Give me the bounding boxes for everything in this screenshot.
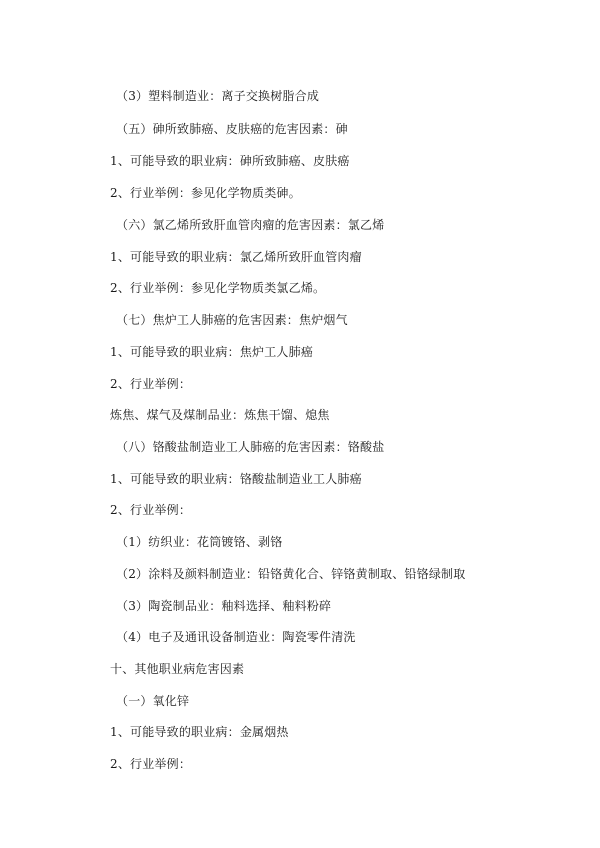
section-heading: （五）砷所致肺癌、皮肤癌的危害因素：砷 xyxy=(116,122,348,136)
text-line: 1、可能导致的职业病：铬酸盐制造业工人肺癌 xyxy=(110,472,362,486)
text-line: 2、行业举例：参见化学物质类氯乙烯。 xyxy=(110,281,326,295)
chapter-heading: 十、其他职业病危害因素 xyxy=(110,662,245,676)
section-heading: （六）氯乙烯所致肝血管肉瘤的危害因素：氯乙烯 xyxy=(116,218,385,232)
text-line: 1、可能导致的职业病：砷所致肺癌、皮肤癌 xyxy=(110,154,350,168)
text-line: 1、可能导致的职业病：金属烟热 xyxy=(110,725,289,739)
text-line: 2、行业举例： xyxy=(110,377,192,391)
text-line: 1、可能导致的职业病：氯乙烯所致肝血管肉瘤 xyxy=(110,250,362,264)
list-item: （4）电子及通讯设备制造业：陶瓷零件清洗 xyxy=(116,630,356,644)
list-item: （1）纺织业：花筒镀铬、剥铬 xyxy=(116,535,283,549)
text-line: （3）塑料制造业：离子交换树脂合成 xyxy=(116,89,320,103)
text-line: 2、行业举例： xyxy=(110,757,192,771)
text-line: 2、行业举例： xyxy=(110,503,192,517)
section-heading: （七）焦炉工人肺癌的危害因素：焦炉烟气 xyxy=(116,313,348,327)
list-item: （3）陶瓷制品业：釉料选择、釉料粉碎 xyxy=(116,599,332,613)
section-heading: （八）铬酸盐制造业工人肺癌的危害因素：铬酸盐 xyxy=(116,440,385,454)
text-line: 1、可能导致的职业病：焦炉工人肺癌 xyxy=(110,345,314,359)
text-line: 2、行业举例：参见化学物质类砷。 xyxy=(110,186,301,200)
section-heading: （一）氧化锌 xyxy=(116,694,190,708)
list-item: （2）涂料及颜料制造业：铅铬黄化合、锌铬黄制取、铅铬绿制取 xyxy=(116,567,466,581)
text-line: 炼焦、煤气及煤制品业：炼焦干馏、熄焦 xyxy=(110,408,330,422)
